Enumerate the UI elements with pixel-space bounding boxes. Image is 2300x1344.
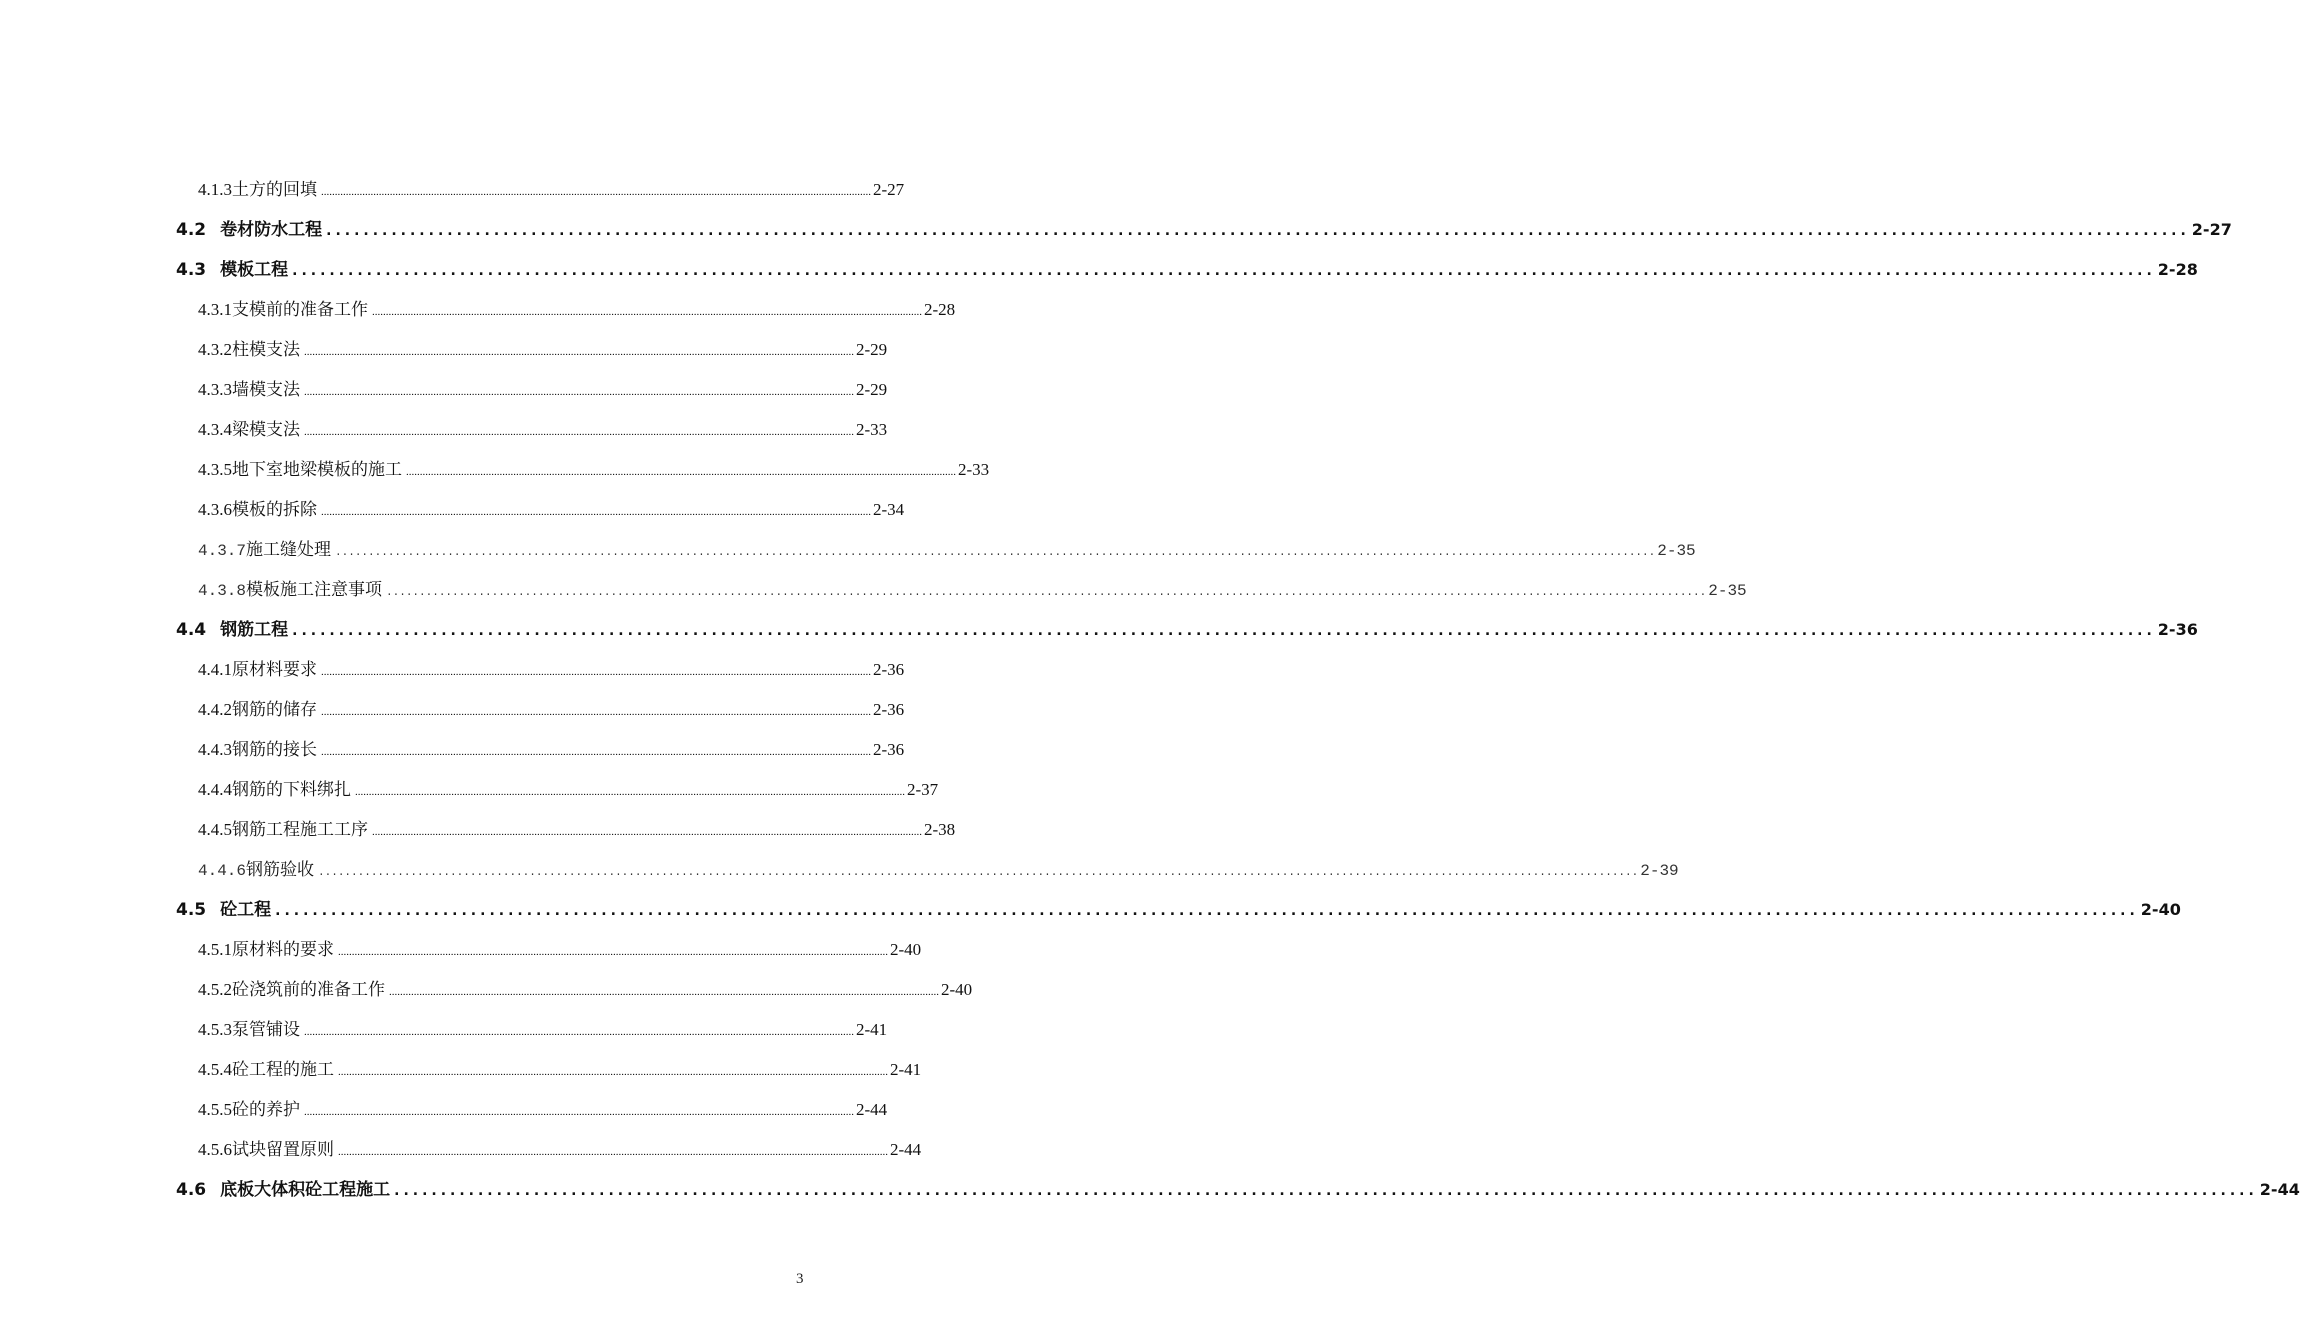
toc-entry-page: 2-36 — [873, 699, 905, 719]
toc-entry-title: 原材料要求 — [232, 659, 317, 679]
toc-entry-title: 钢筋的接长 — [232, 739, 317, 759]
toc-dot-leader: ........................................................................................................................................................................................................ — [304, 425, 854, 438]
toc-dot-leader: ........................................................................................................................................................................................................ — [406, 465, 956, 478]
toc-entry-line — [198, 575, 1747, 600]
toc-dot-leader: ........................................................................................................................................................................................................ — [355, 785, 905, 798]
toc-entry-line — [198, 175, 905, 200]
toc-entry-number: 4.3.1 — [198, 299, 232, 319]
toc-entry-number: 4.3.2 — [198, 339, 232, 359]
toc-entry-page: 2-36 — [2157, 619, 2198, 639]
toc-entry-page: 2-35 — [1708, 581, 1747, 600]
toc-entry-number: 4.2 — [176, 219, 207, 240]
toc-entry-title: 施工缝处理 — [246, 539, 332, 560]
toc-entry-page: 2-27 — [2191, 219, 2232, 239]
toc-entry-page: 2-44 — [890, 1139, 922, 1159]
toc-dot-leader: ........................................................................................................................................................................................................ — [275, 902, 2139, 919]
toc-entry-line — [176, 215, 2232, 240]
toc-dot-leader: ........................................................................................................................................................................................................ — [321, 705, 871, 718]
toc-entry-line — [198, 815, 956, 840]
toc-entry-line — [176, 1175, 2300, 1200]
toc-entry-title: 柱模支法 — [232, 339, 300, 359]
toc-entry-line — [198, 735, 905, 760]
toc-entry-page: 2-39 — [1640, 861, 1679, 880]
table-of-contents — [0, 167, 2300, 1207]
toc-entry-title: 砼浇筑前的准备工作 — [232, 979, 385, 999]
toc-entry-title: 砼的养护 — [232, 1099, 300, 1119]
toc-entry-number: 4.4.6 — [198, 861, 247, 880]
toc-entry-title: 模板施工注意事项 — [246, 579, 383, 600]
toc-entry[interactable] — [0, 447, 990, 487]
toc-entry[interactable] — [0, 1167, 2300, 1207]
toc-entry[interactable] — [0, 1087, 950, 1127]
toc-entry-page: 2-38 — [924, 819, 956, 839]
toc-entry-title: 砼工程的施工 — [232, 1059, 334, 1079]
toc-entry-line — [176, 615, 2198, 640]
toc-entry-page: 2-40 — [890, 939, 922, 959]
toc-entry-page: 2-44 — [2259, 1179, 2300, 1199]
toc-entry-title: 钢筋验收 — [246, 859, 315, 880]
toc-entry-page: 2-27 — [873, 179, 905, 199]
toc-dot-leader: ........................................................................................................................................................................................................ — [338, 945, 888, 958]
toc-entry-line — [198, 415, 888, 440]
toc-dot-leader: ........................................................................................................................................................................................................ — [318, 866, 1639, 879]
toc-dot-leader: ........................................................................................................................................................................................................ — [292, 622, 2156, 639]
toc-entry[interactable] — [0, 927, 950, 967]
toc-dot-leader: ........................................................................................................................................................................................................ — [338, 1145, 888, 1158]
toc-entry[interactable] — [0, 167, 950, 207]
toc-entry-number: 4.3.7 — [198, 541, 247, 560]
toc-entry-title: 梁模支法 — [232, 419, 300, 439]
toc-entry[interactable] — [0, 847, 1679, 887]
toc-entry-page: 2-29 — [856, 339, 888, 359]
toc-dot-leader: ........................................................................................................................................................................................................ — [321, 745, 871, 758]
toc-entry-page: 2-41 — [856, 1019, 888, 1039]
toc-entry-title: 试块留置原则 — [232, 1139, 334, 1159]
toc-entry-title: 地下室地梁模板的施工 — [232, 459, 402, 479]
toc-entry[interactable] — [0, 327, 950, 367]
toc-dot-leader: ........................................................................................................................................................................................................ — [389, 985, 939, 998]
toc-entry-page: 2-40 — [2140, 899, 2181, 919]
toc-entry-title: 钢筋的储存 — [232, 699, 317, 719]
toc-entry[interactable] — [0, 967, 973, 1007]
toc-entry[interactable] — [0, 647, 950, 687]
toc-entry-page: 2-35 — [1657, 541, 1696, 560]
toc-entry-line — [176, 255, 2198, 280]
toc-dot-leader: ........................................................................................................................................................................................................ — [304, 385, 854, 398]
toc-dot-leader: ........................................................................................................................................................................................................ — [335, 546, 1656, 559]
toc-dot-leader: ........................................................................................................................................................................................................ — [304, 1105, 854, 1118]
toc-entry[interactable] — [0, 807, 956, 847]
toc-entry-title: 钢筋的下料绑扎 — [232, 779, 351, 799]
toc-entry-number: 4.3 — [176, 259, 207, 280]
toc-entry-number: 4.4 — [176, 619, 207, 640]
toc-entry-line — [198, 935, 922, 960]
toc-entry-number: 4.4.5 — [198, 819, 232, 839]
toc-dot-leader: ........................................................................................................................................................................................................ — [321, 185, 871, 198]
toc-entry-page: 2-41 — [890, 1059, 922, 1079]
toc-entry-page: 2-28 — [924, 299, 956, 319]
toc-dot-leader: ........................................................................................................................................................................................................ — [292, 262, 2156, 279]
toc-entry-title: 原材料的要求 — [232, 939, 334, 959]
toc-entry-title: 卷材防水工程 — [220, 219, 323, 240]
toc-entry-number: 4.5 — [176, 899, 207, 920]
toc-entry-line — [198, 1015, 888, 1040]
toc-entry-title: 模板工程 — [220, 259, 289, 280]
toc-entry[interactable] — [0, 1047, 950, 1087]
toc-entry-title: 底板大体积砼工程施工 — [220, 1179, 391, 1200]
toc-entry[interactable] — [0, 487, 950, 527]
toc-entry-number: 4.6 — [176, 1179, 207, 1200]
toc-entry-line — [198, 455, 990, 480]
toc-entry-line — [198, 535, 1696, 560]
toc-entry-number: 4.4.4 — [198, 779, 232, 799]
toc-entry-title: 钢筋工程施工工序 — [232, 819, 368, 839]
toc-entry[interactable] — [0, 367, 950, 407]
toc-entry-title: 墙模支法 — [232, 379, 300, 399]
toc-dot-leader: ........................................................................................................................................................................................................ — [326, 222, 2190, 239]
toc-entry-number: 4.5.5 — [198, 1099, 232, 1119]
toc-entry-number: 4.3.5 — [198, 459, 232, 479]
toc-entry-title: 模板的拆除 — [232, 499, 317, 519]
toc-dot-leader: ........................................................................................................................................................................................................ — [372, 305, 922, 318]
toc-entry[interactable] — [0, 607, 2198, 647]
toc-entry-line — [198, 335, 888, 360]
toc-entry-page: 2-34 — [873, 499, 905, 519]
toc-entry-number: 4.5.3 — [198, 1019, 232, 1039]
toc-entry[interactable] — [0, 407, 950, 447]
toc-entry-number: 4.5.4 — [198, 1059, 232, 1079]
toc-entry[interactable] — [0, 207, 2232, 247]
toc-entry-number: 4.3.3 — [198, 379, 232, 399]
toc-entry-page: 2-28 — [2157, 259, 2198, 279]
toc-entry-number: 4.5.2 — [198, 979, 232, 999]
toc-entry[interactable] — [0, 1007, 950, 1047]
toc-entry[interactable] — [0, 1127, 950, 1167]
toc-entry-line — [198, 1055, 922, 1080]
toc-entry-number: 4.4.1 — [198, 659, 232, 679]
toc-entry-line — [176, 895, 2181, 920]
toc-entry-page: 2-29 — [856, 379, 888, 399]
toc-entry[interactable] — [0, 287, 956, 327]
toc-dot-leader: ........................................................................................................................................................................................................ — [321, 665, 871, 678]
toc-entry[interactable] — [0, 687, 950, 727]
toc-entry-page: 2-44 — [856, 1099, 888, 1119]
toc-entry-title: 土方的回填 — [232, 179, 317, 199]
toc-dot-leader: ........................................................................................................................................................................................................ — [386, 586, 1707, 599]
toc-entry[interactable] — [0, 527, 1696, 567]
toc-entry-line — [198, 375, 888, 400]
toc-entry-page: 2-37 — [907, 779, 939, 799]
toc-entry-title: 砼工程 — [220, 899, 272, 920]
toc-entry[interactable] — [0, 567, 1747, 607]
toc-entry-line — [198, 695, 905, 720]
toc-entry-title: 泵管铺设 — [232, 1019, 300, 1039]
toc-entry-number: 4.4.3 — [198, 739, 232, 759]
toc-entry-line — [198, 975, 973, 1000]
toc-entry-number: 4.3.6 — [198, 499, 232, 519]
toc-dot-leader: ........................................................................................................................................................................................................ — [372, 825, 922, 838]
toc-dot-leader: ........................................................................................................................................................................................................ — [321, 505, 871, 518]
toc-dot-leader: ........................................................................................................................................................................................................ — [338, 1065, 888, 1078]
toc-entry-page: 2-36 — [873, 739, 905, 759]
toc-entry-page: 2-40 — [941, 979, 973, 999]
toc-entry-number: 4.1.3 — [198, 179, 232, 199]
toc-entry-line — [198, 1095, 888, 1120]
toc-entry-number: 4.5.1 — [198, 939, 232, 959]
toc-dot-leader: ........................................................................................................................................................................................................ — [394, 1182, 2258, 1199]
toc-entry[interactable] — [0, 767, 950, 807]
toc-entry-number: 4.5.6 — [198, 1139, 232, 1159]
toc-entry-line — [198, 655, 905, 680]
toc-dot-leader: ........................................................................................................................................................................................................ — [304, 345, 854, 358]
toc-entry-number: 4.4.2 — [198, 699, 232, 719]
toc-entry-line — [198, 1135, 922, 1160]
toc-entry-line — [198, 855, 1679, 880]
toc-entry-line — [198, 495, 905, 520]
toc-entry-line — [198, 775, 939, 800]
toc-entry-page: 2-33 — [958, 459, 990, 479]
toc-entry[interactable] — [0, 727, 950, 767]
toc-entry-number: 4.3.4 — [198, 419, 232, 439]
toc-entry-title: 支模前的准备工作 — [232, 299, 368, 319]
toc-entry-page: 2-36 — [873, 659, 905, 679]
toc-entry-line — [198, 295, 956, 320]
toc-entry-title: 钢筋工程 — [220, 619, 289, 640]
toc-entry[interactable] — [0, 247, 2198, 287]
toc-entry-page: 2-33 — [856, 419, 888, 439]
toc-entry-number: 4.3.8 — [198, 581, 247, 600]
toc-entry[interactable] — [0, 887, 2181, 927]
toc-dot-leader: ........................................................................................................................................................................................................ — [304, 1025, 854, 1038]
page-number: 3 — [796, 1271, 804, 1287]
